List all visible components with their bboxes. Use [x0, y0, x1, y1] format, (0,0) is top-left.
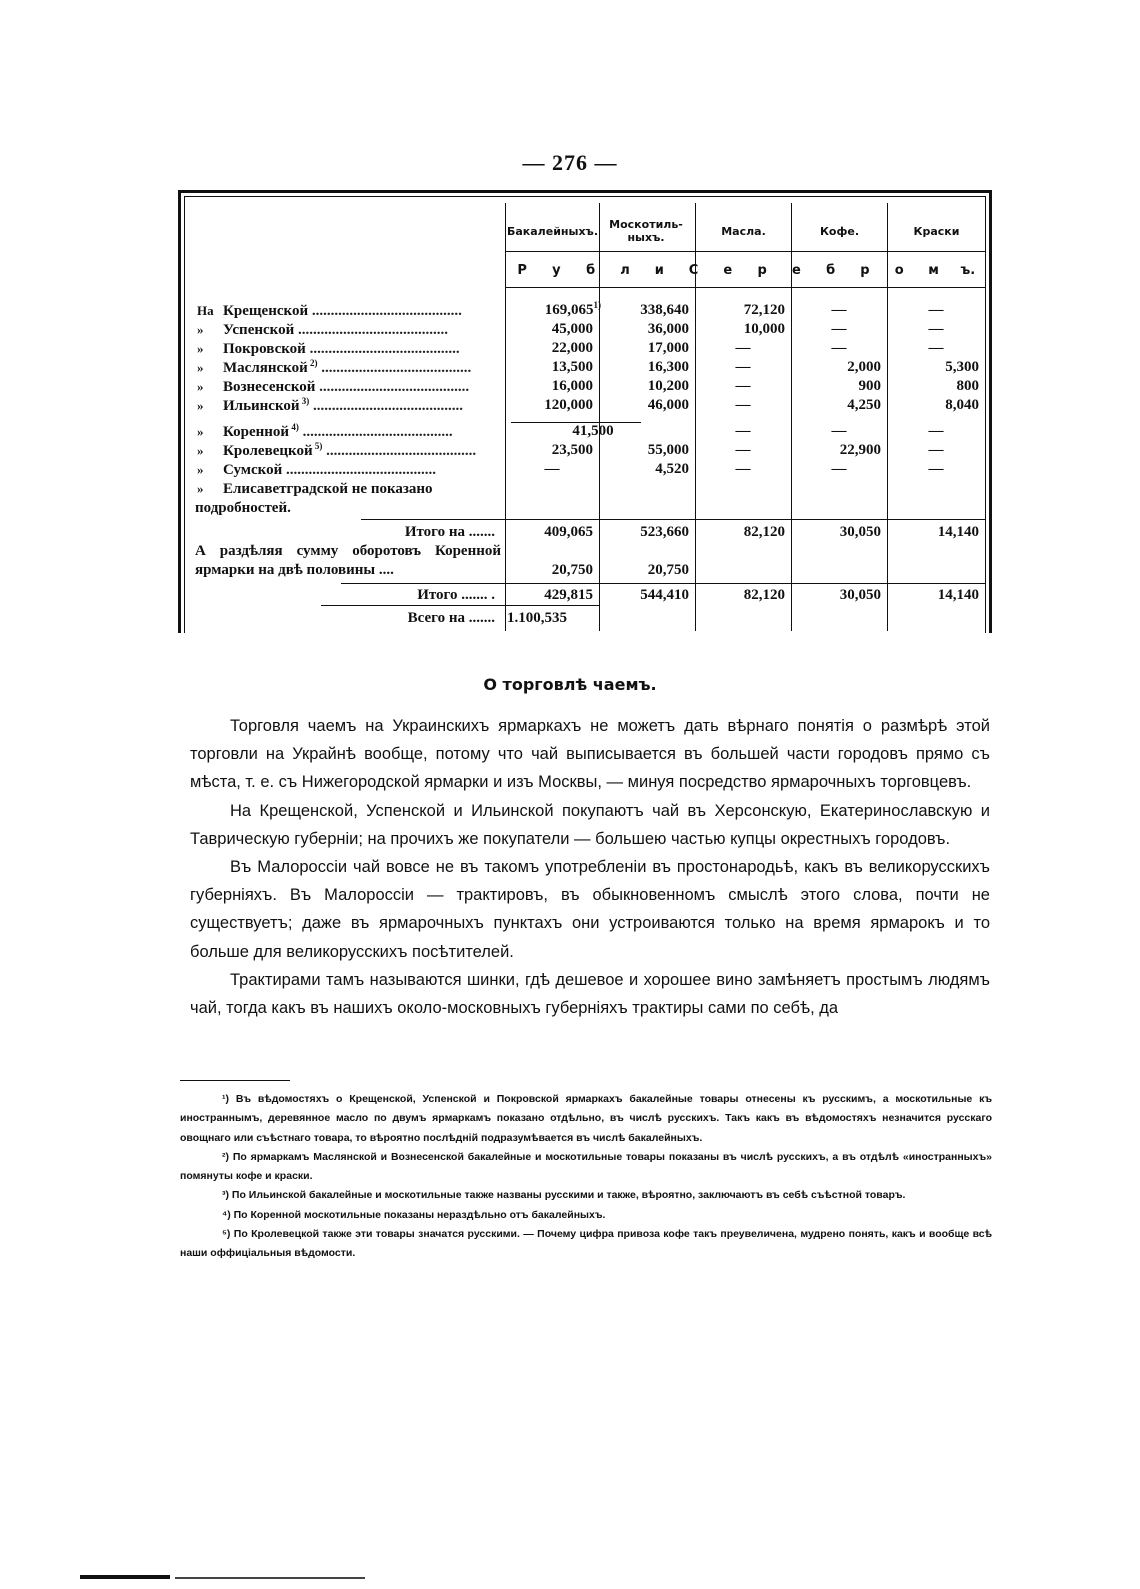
units-letter: е [723, 262, 733, 278]
leader-dots: ........................................ [294, 322, 448, 338]
table-cell: — [831, 321, 847, 337]
footnotes [180, 1090, 992, 1264]
table-cell: — [831, 302, 847, 318]
units-label [505, 255, 985, 285]
scan-edge-line [175, 1577, 365, 1579]
row-label [195, 422, 501, 442]
units-letter: ъ. [960, 262, 976, 278]
table-cell: 14,140 [937, 524, 979, 540]
table-cell: — [735, 442, 751, 458]
table-cell: 82,120 [743, 524, 785, 540]
table-cell: 429,815 [544, 587, 593, 603]
table-cell: 46,000 [647, 397, 689, 413]
column-header-bakaleinyh: Бакалейныхъ. [506, 224, 598, 238]
leader-dots: ........................................ [315, 379, 470, 395]
table-cell: 17,000 [647, 340, 689, 356]
table-cell: — [735, 397, 751, 413]
paragraph: Въ Малороссіи чай вовсе не въ такомъ употребленіи въ простонародьѣ, какъ въ великорусскихъ губерніяхъ. Въ Малороссіи — трактировъ, въ обыкновенномъ смыслѣ этого слова, почти не существуетъ; даже въ ярмарочныхъ пунктахъ они устроиваются только на время ярмарокъ и то больше для великорусскихъ посѣтителей. [190, 858, 990, 961]
units-letter: о [894, 262, 904, 278]
table-cell: 22,000 [551, 340, 593, 356]
table-cell: 13,500 [551, 359, 593, 375]
total-rule [341, 583, 985, 584]
row-label [195, 301, 501, 321]
grand-total-value: 1.100,535 [507, 610, 567, 626]
units-letter: л [620, 262, 630, 278]
table-cell: 544,410 [640, 587, 689, 603]
units-letter: е [791, 262, 801, 278]
table-cell: 169,065$^{1)}$ [544, 300, 601, 318]
table-cell: 10,000 [743, 321, 785, 337]
fair-name: Сумской [223, 462, 283, 478]
table-cell: 45,000 [551, 321, 593, 337]
fair-name: Покровской [223, 341, 306, 357]
units-letter: и [654, 262, 664, 278]
table-cell: 30,050 [839, 524, 881, 540]
units-letter: м [928, 262, 939, 278]
leader-dots: ........................................ [305, 341, 460, 357]
column-header-kraski: Краски [913, 224, 960, 238]
row-label [195, 339, 501, 359]
table-cell: 22,900 [839, 442, 881, 458]
column-header-masla: Масла. [721, 224, 766, 238]
scan-edge-line [80, 1575, 170, 1579]
table-cell: 800 [956, 378, 979, 394]
footnote: ¹) Въ вѣдомостяхъ о Крещенской, Успенской и Покровской ярмаркахъ бакалейные товары отнесены къ русскимъ, а москотильные къ иностраннымъ, деревянное масло по двумъ ярмаркамъ показано отдѣльно, въ числѣ русскихъ. Такъ какъ въ вѣдомостяхъ незначится русскаго овощнаго или съѣстнаго товара, то вѣроятно послѣдній подразумѣвается въ числѣ бакалейныхъ. [180, 1093, 992, 1144]
leader-dots: ........................................ [282, 462, 436, 478]
footnote-ref: 3) [299, 396, 310, 406]
leader-dots: ........................................ [308, 303, 462, 319]
row-prefix: » [197, 398, 204, 413]
fair-name: Успенской [223, 322, 295, 338]
column-header-moskotilnyh: Москотиль-ныхъ. [609, 218, 683, 244]
table-cell: 23,500 [551, 442, 593, 458]
leader-dots: ........................................ [298, 424, 453, 440]
leader-dots: ........................................ [317, 360, 472, 376]
row-prefix: » [197, 322, 204, 337]
table-cell: — [831, 461, 847, 477]
table-cell: 20,750 [551, 562, 593, 578]
table-cell: — [928, 340, 944, 356]
page-number: — 276 — [522, 150, 618, 175]
column-header-kofe: Кофе. [819, 224, 860, 238]
units-letter: Р [517, 262, 527, 278]
total-label: Итого ....... . [417, 587, 495, 603]
table-cell: 16,000 [551, 378, 593, 394]
table-cell: 20,750 [647, 562, 689, 578]
row-label [195, 460, 501, 480]
fair-name: Маслянской [223, 360, 308, 376]
table-cell: 16,300 [647, 359, 689, 375]
row-prefix: » [197, 424, 204, 439]
table-cell: 30,050 [839, 587, 881, 603]
units-letter: С [688, 262, 699, 278]
table-cell: — [735, 461, 751, 477]
row-label [195, 377, 501, 397]
table-cell: 120,000 [544, 397, 593, 413]
table-cell: 36,000 [647, 321, 689, 337]
split-note-label: А раздѣляя сумму оборотовъ Коренной ярмарки на двѣ половины .... [195, 543, 501, 578]
footnote: ⁵) По Кролевецкой также эти товары значатся русскими. — Почему цифра привоза кофе такъ преувеличена, мудрено понять, какъ и вообще всѣ наши оффиціальныя вѣдомости. [180, 1228, 992, 1260]
footnote-rule [180, 1080, 290, 1081]
units-letter: у [552, 262, 561, 278]
table-cell: — [928, 423, 944, 439]
table-cell: — [928, 461, 944, 477]
fair-name: Елисаветградской не показано подробностей. [195, 481, 433, 516]
fair-name: Ильинской [223, 398, 300, 414]
footnote-ref: 5) [312, 441, 323, 451]
paragraph: Торговля чаемъ на Украинскихъ ярмаркахъ не можетъ дать вѣрнаго понятія о размѣрѣ этой торговли на Украйнѣ вообще, потому что чай выписывается въ большей части городовъ прямо съ мѣста, т. е. съ Нижегородской ярмарки и изъ Москвы, — минуя посредство ярмарочныхъ торговцевъ. [190, 717, 990, 792]
table-cell: 900 [858, 378, 881, 394]
fair-name: Коренной [223, 424, 290, 440]
units-letter: р [860, 262, 870, 278]
row-label [195, 479, 495, 518]
fair-name: Кролевецкой [223, 443, 313, 459]
leader-dots: ........................................ [322, 443, 477, 459]
table-cell: 14,140 [937, 587, 979, 603]
row-label [195, 396, 501, 416]
footnote: ⁴) По Коренной москотильные показаны нераздѣльно отъ бакалейныхъ. [222, 1208, 606, 1221]
table-cell: 338,640 [640, 302, 689, 318]
table-cell: 82,120 [743, 587, 785, 603]
row-prefix: » [197, 379, 204, 394]
section-title: О торговлѣ чаемъ. [483, 675, 657, 694]
row-prefix: » [197, 443, 204, 458]
grand-total-label: Всего на ....... [407, 610, 495, 626]
table-cell: 10,200 [647, 378, 689, 394]
fair-name: Крещенской [223, 303, 309, 319]
row-label [195, 320, 501, 340]
footnote-ref: 4) [289, 422, 299, 432]
row-prefix: На [197, 303, 214, 318]
table-cell: — [928, 321, 944, 337]
trade-table [178, 190, 992, 633]
table-cell-merged: 41,500 [572, 423, 614, 439]
table-cell: 5,300 [945, 359, 979, 375]
row-label [195, 358, 501, 378]
table-cell: 55,000 [647, 442, 689, 458]
table-cell: — [928, 302, 944, 318]
paragraph: На Крещенской, Успенской и Ильинской покупаютъ чай въ Херсонскую, Екатеринославскую и Таврическую губерніи; на прочихъ же покупатели — большею частью купцы окрестныхъ городовъ. [190, 801, 990, 848]
units-rule [505, 287, 985, 288]
row-prefix: » [197, 341, 204, 356]
row-label [195, 441, 501, 461]
footnote: ³) По Ильинской бакалейные и москотильные также названы русскими и также, вѣроятно, заключаютъ въ себѣ съѣстной товаръ. [222, 1189, 906, 1202]
table-cell: — [831, 340, 847, 356]
leader-dots: ........................................ [309, 398, 464, 414]
units-letter: р [757, 262, 767, 278]
table-cell: 4,520 [655, 461, 689, 477]
subtotal-rule [361, 519, 985, 520]
footnote-ref: 1) [593, 300, 601, 310]
table-cell: — [544, 461, 560, 477]
table-cell: — [928, 442, 944, 458]
table-cell: 8,040 [945, 397, 979, 413]
fair-name: Вознесенской [223, 379, 316, 395]
footnote-ref: 2) [307, 358, 318, 368]
table-cell: 2,000 [847, 359, 881, 375]
paragraph: Трактирами тамъ называются шинки, гдѣ дешевое и хорошее вино замѣняетъ простымъ людямъ чай, тогда какъ въ нашихъ около-московныхъ губерніяхъ трактиры сами по себѣ, да [190, 970, 990, 1018]
table-cell: — [735, 423, 751, 439]
table-cell: 4,250 [847, 397, 881, 413]
table-cell: — [831, 423, 847, 439]
table-cell: 409,065 [544, 524, 593, 540]
subtotal-label: Итого на ....... [404, 524, 495, 540]
body-text [190, 712, 990, 1022]
row-prefix: » [197, 481, 204, 496]
table-cell: — [735, 359, 751, 375]
table-cell: 523,660 [640, 524, 689, 540]
footnote: ²) По ярмаркамъ Маслянской и Вознесенской бакалейные и москотильные товары показаны въ числѣ русскихъ, а въ отдѣлѣ «иностранныхъ» помянуты кофе и краски. [180, 1150, 992, 1183]
row-prefix: » [197, 462, 204, 477]
grand-total-rule [321, 605, 599, 606]
row-prefix: » [197, 360, 204, 375]
table-cell: — [735, 340, 751, 356]
table-cell: 72,120 [743, 302, 785, 318]
units-letter: б [586, 262, 596, 278]
units-letter: б [826, 262, 836, 278]
table-cell: — [735, 378, 751, 394]
